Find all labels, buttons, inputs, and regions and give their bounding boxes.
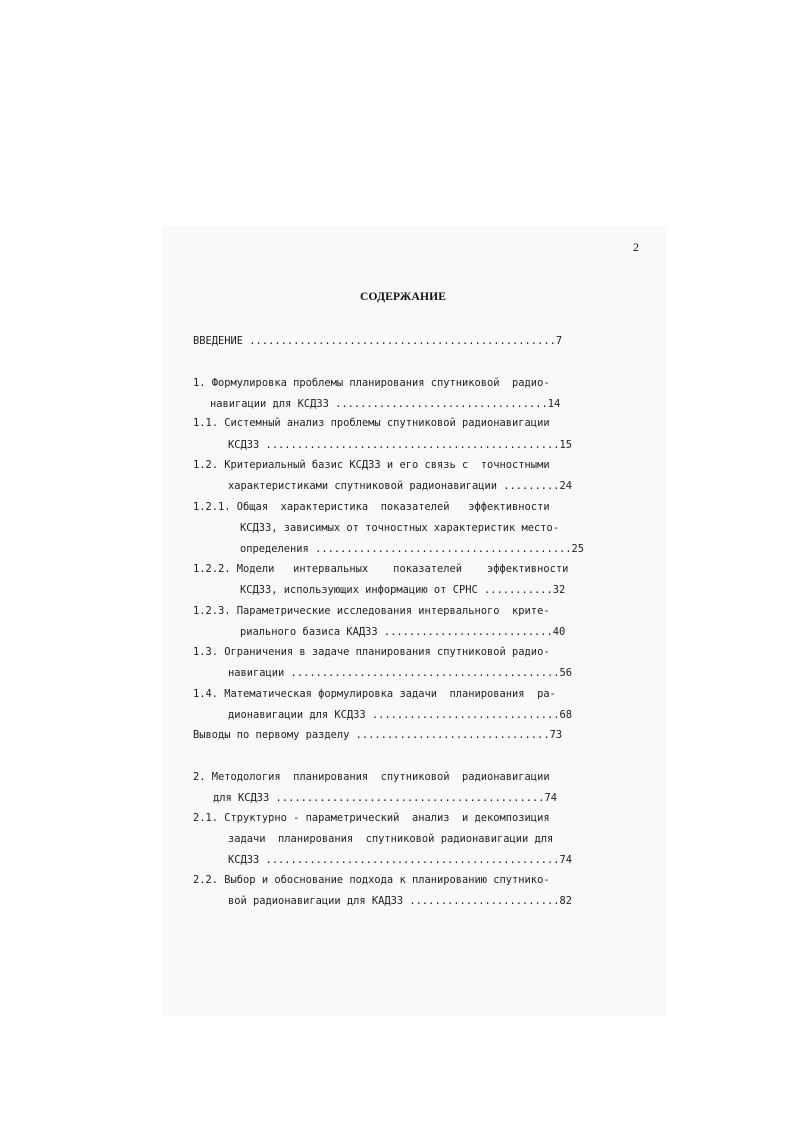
- toc-entry-conclusions-1: Выводы по первому разделу ...............................73: [193, 729, 563, 741]
- toc-entry-1-1-cont: КСДЗЗ ...............................................15: [228, 439, 573, 451]
- toc-entry-1-2-2-cont: КСДЗЗ, использующих информацию от СРНС ...........32: [240, 584, 566, 596]
- toc-entry-1: 1. Формулировка проблемы планирования спутниковой радио-: [193, 377, 550, 389]
- toc-entry-1-2-cont: характеристиками спутниковой радионавигации .........24: [228, 480, 573, 492]
- toc-entry-1-2-3-cont: риального базиса КАДЗЗ ...........................40: [240, 626, 566, 638]
- toc-entry-introduction: ВВЕДЕНИЕ .................................................7: [193, 335, 563, 347]
- page-number: 2: [633, 240, 639, 254]
- toc-entry-1-2-1-cont: КСДЗЗ, зависимых от точностных характеристик место-: [240, 522, 560, 534]
- toc-entry-1-2: 1.2. Критериальный базис КСДЗЗ и его связь с точностными: [193, 459, 550, 471]
- toc-entry-1-3-cont: навигации ...........................................56: [228, 667, 573, 679]
- toc-entry-2: 2. Методология планирования спутниковой радионавигации: [193, 771, 550, 783]
- toc-entry-2-2: 2.2. Выбор и обоснование подхода к планированию спутнико-: [193, 874, 550, 886]
- toc-entry-1-4-cont: дионавигации для КСДЗЗ ..............................68: [228, 709, 573, 721]
- toc-entry-1-cont: навигации для КСДЗЗ ..................................14: [210, 398, 561, 410]
- toc-entry-2-1: 2.1. Структурно - параметрический анализ и декомпозиция: [193, 812, 550, 824]
- toc-title: СОДЕРЖАНИЕ: [360, 291, 447, 303]
- toc-entry-1-2-3: 1.2.3. Параметрические исследования интервального крите-: [193, 605, 550, 617]
- toc-entry-2-2-cont: вой радионавигации для КАДЗЗ ........................82: [228, 895, 573, 907]
- toc-entry-1-1: 1.1. Системный анализ проблемы спутниковой радионавигации: [193, 417, 550, 429]
- toc-entry-2-cont: для КСДЗЗ ...........................................74: [213, 792, 558, 804]
- toc-entry-1-2-1: 1.2.1. Общая характеристика показателей эффективности: [193, 501, 550, 513]
- toc-entry-2-1-cont: задачи планирования спутниковой радионавигации для: [228, 833, 554, 845]
- toc-entry-1-2-1-cont2: определения .........................................25: [240, 543, 585, 555]
- toc-entry-2-1-cont2: КСДЗЗ ...............................................74: [228, 854, 573, 866]
- toc-entry-1-4: 1.4. Математическая формулировка задачи планирования ра-: [193, 688, 556, 700]
- toc-entry-1-3: 1.3. Ограничения в задаче планирования спутниковой радио-: [193, 646, 550, 658]
- toc-entry-1-2-2: 1.2.2. Модели интервальных показателей эффективности: [193, 563, 569, 575]
